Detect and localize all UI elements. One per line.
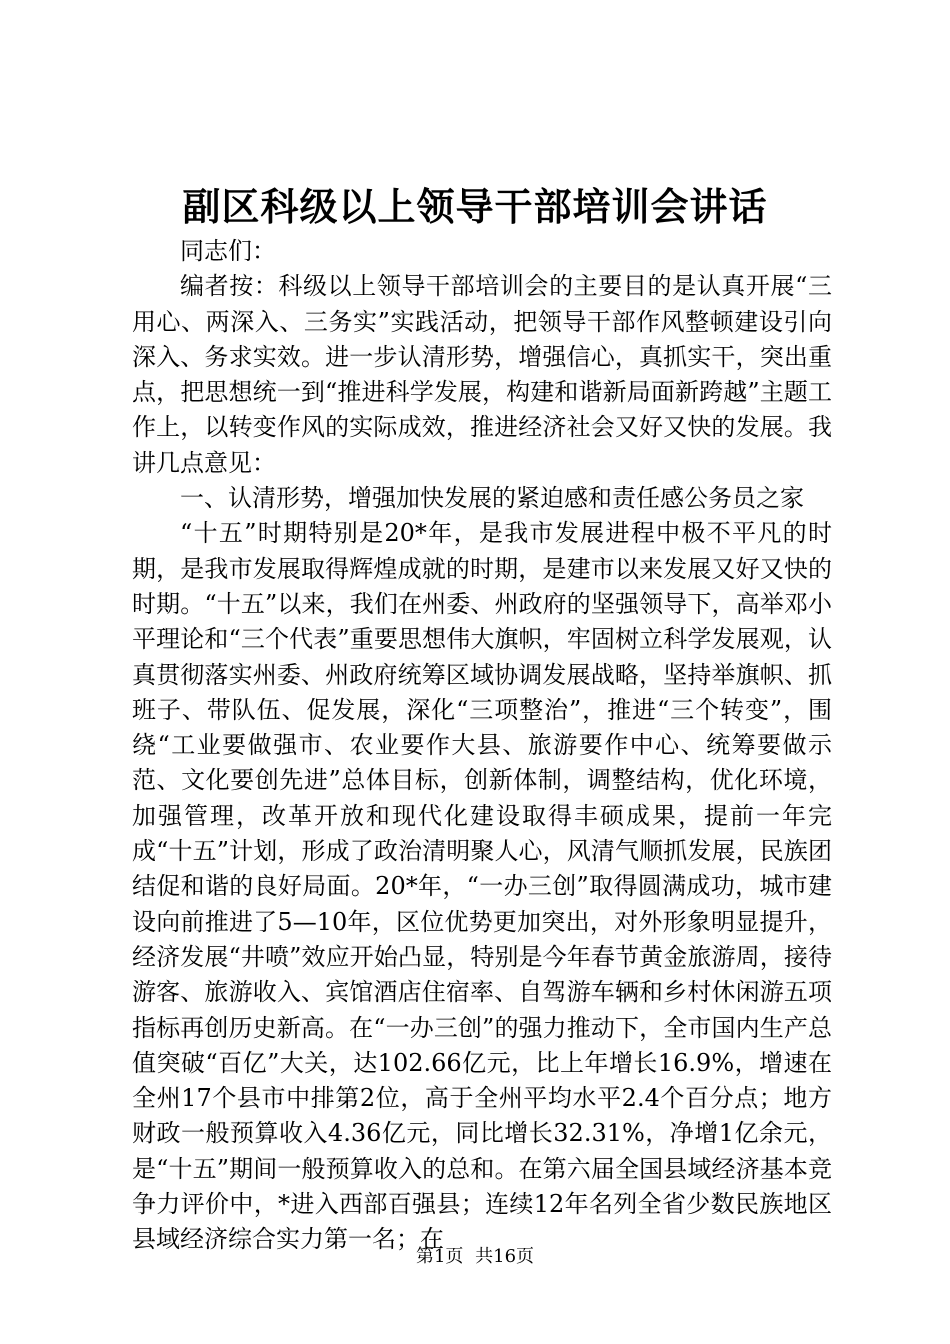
editor-note-paragraph: 编者按：科级以上领导干部培训会的主要目的是认真开展“三用心、两深入、三务实”实践活动，把领导干部作风整顿建设引向深入、务求实效。进一步认清形势，增强信心，真抓实干，突出重点，把思想统一到“推进科学发展，构建和谐新局面新跨越”主题工作上，以转变作风的实际成效，推进经济社会又好又快的发展。我讲几点意见： <box>132 272 832 477</box>
page-number: 第1页 <box>415 1246 464 1267</box>
section-heading: 一、认清形势，增强加快发展的紧迫感和责任感公务员之家 <box>180 484 804 513</box>
page-footer <box>0 1245 950 1269</box>
page-title: 副区科级以上领导干部培训会讲话 <box>182 184 768 229</box>
page-total: 共16页 <box>475 1246 535 1267</box>
body-paragraph: “十五”时期特别是20*年，是我市发展进程中极不平凡的时期，是我市发展取得辉煌成就的时期，是建市以来发展又好又快的时期。“十五”以来，我们在州委、州政府的坚强领导下，高举邓小平理论和“三个代表”重要思想伟大旗帜，牢固树立科学发展观，认真贯彻落实州委、州政府统筹区域协调发展战略，坚持举旗帜、抓班子、带队伍、促发展，深化“三项整治”，推进“三个转变”，围绕“工业要做强市、农业要作大县、旅游要作中心、统筹要做示范、文化要创先进”总体目标，创新体制，调整结构，优化环境，加强管理，改革开放和现代化建设取得丰硕成果，提前一年完成“十五”计划，形成了政治清明聚人心，风清气顺抓发展，民族团结促和谐的良好局面。20*年，“一办三创”取得圆满成功，城市建设向前推进了5—10年，区位优势更加突出，对外形象明显提升，经济发展“井喷”效应开始凸显，特别是今年春节黄金旅游周，接待游客、旅游收入、宾馆酒店住宿率、自驾游车辆和乡村休闲游五项指标再创历史新高。在“一办三创”的强力推动下，全市国内生产总值突破“百亿”大关，达102.66亿元，比上年增长16.9%，增速在全州17个县市中排第2位，高于全州平均水平2.4个百分点；地方财政一般预算收入4.36亿元，同比增长32.31%，净增1亿余元，是“十五”期间一般预算收入的总和。在第六届全国县域经济基本竞争力评价中，*进入西部百强县；连续12年名列全省少数民族地区县域经济综合实力第一名；在 <box>132 519 832 1254</box>
document-body <box>132 234 832 1258</box>
salutation: 同志们： <box>180 237 276 265</box>
